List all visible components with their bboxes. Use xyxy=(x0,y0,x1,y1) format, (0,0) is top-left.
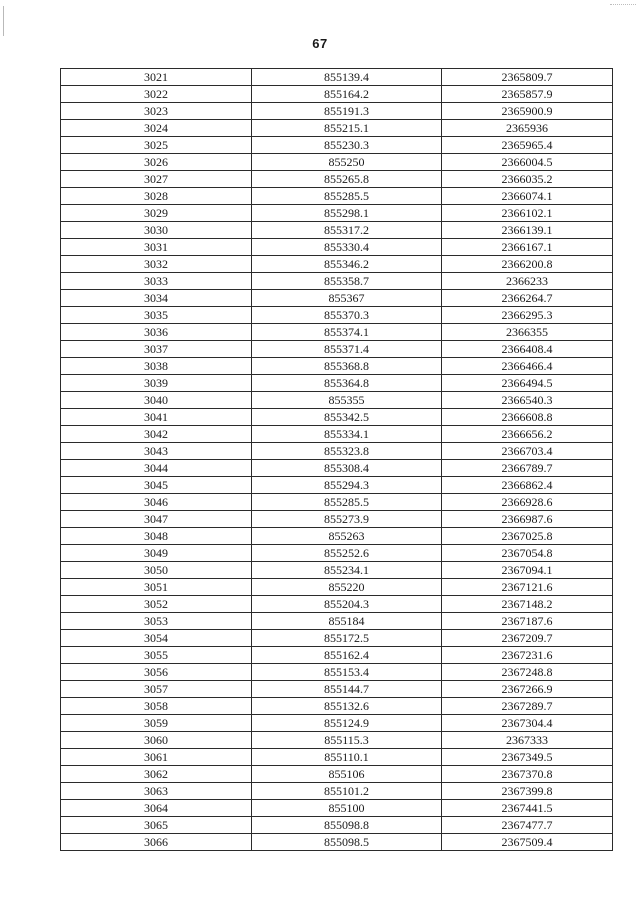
scan-corner-mark xyxy=(610,4,636,6)
table-row xyxy=(61,120,613,137)
table-row xyxy=(61,324,613,341)
y-coordinate-cell: 2366295.3 xyxy=(442,307,613,324)
y-coordinate-cell: 2366494.5 xyxy=(442,375,613,392)
table-row xyxy=(61,477,613,494)
x-coordinate-cell: 855317.2 xyxy=(252,222,442,239)
x-coordinate-cell: 855358.7 xyxy=(252,273,442,290)
table-row xyxy=(61,664,613,681)
point-number-cell: 3021 xyxy=(61,69,252,86)
x-coordinate-cell: 855285.5 xyxy=(252,494,442,511)
x-coordinate-cell: 855263 xyxy=(252,528,442,545)
coordinates-table xyxy=(60,68,613,851)
y-coordinate-cell: 2367289.7 xyxy=(442,698,613,715)
x-coordinate-cell: 855308.4 xyxy=(252,460,442,477)
y-coordinate-cell: 2367477.7 xyxy=(442,817,613,834)
table-row xyxy=(61,630,613,647)
table-row xyxy=(61,205,613,222)
point-number-cell: 3039 xyxy=(61,375,252,392)
point-number-cell: 3049 xyxy=(61,545,252,562)
y-coordinate-cell: 2367209.7 xyxy=(442,630,613,647)
y-coordinate-cell: 2366987.6 xyxy=(442,511,613,528)
x-coordinate-cell: 855368.8 xyxy=(252,358,442,375)
x-coordinate-cell: 855191.3 xyxy=(252,103,442,120)
x-coordinate-cell: 855294.3 xyxy=(252,477,442,494)
y-coordinate-cell: 2367148.2 xyxy=(442,596,613,613)
y-coordinate-cell: 2366656.2 xyxy=(442,426,613,443)
y-coordinate-cell: 2366408.4 xyxy=(442,341,613,358)
table-row xyxy=(61,460,613,477)
table-row xyxy=(61,596,613,613)
point-number-cell: 3027 xyxy=(61,171,252,188)
scan-edge-mark xyxy=(3,6,4,36)
table-row xyxy=(61,222,613,239)
x-coordinate-cell: 855371.4 xyxy=(252,341,442,358)
table-row xyxy=(61,494,613,511)
table-row xyxy=(61,69,613,86)
coordinates-table-body xyxy=(61,69,613,851)
point-number-cell: 3037 xyxy=(61,341,252,358)
y-coordinate-cell: 2367399.8 xyxy=(442,783,613,800)
x-coordinate-cell: 855250 xyxy=(252,154,442,171)
point-number-cell: 3050 xyxy=(61,562,252,579)
point-number-cell: 3043 xyxy=(61,443,252,460)
y-coordinate-cell: 2367333 xyxy=(442,732,613,749)
y-coordinate-cell: 2367304.4 xyxy=(442,715,613,732)
x-coordinate-cell: 855153.4 xyxy=(252,664,442,681)
x-coordinate-cell: 855265.8 xyxy=(252,171,442,188)
x-coordinate-cell: 855184 xyxy=(252,613,442,630)
y-coordinate-cell: 2366703.4 xyxy=(442,443,613,460)
y-coordinate-cell: 2367054.8 xyxy=(442,545,613,562)
x-coordinate-cell: 855220 xyxy=(252,579,442,596)
y-coordinate-cell: 2367025.8 xyxy=(442,528,613,545)
y-coordinate-cell: 2365965.4 xyxy=(442,137,613,154)
point-number-cell: 3036 xyxy=(61,324,252,341)
y-coordinate-cell: 2365900.9 xyxy=(442,103,613,120)
point-number-cell: 3055 xyxy=(61,647,252,664)
table-row xyxy=(61,613,613,630)
point-number-cell: 3038 xyxy=(61,358,252,375)
table-row xyxy=(61,647,613,664)
point-number-cell: 3066 xyxy=(61,834,252,851)
point-number-cell: 3060 xyxy=(61,732,252,749)
table-row xyxy=(61,375,613,392)
point-number-cell: 3022 xyxy=(61,86,252,103)
x-coordinate-cell: 855132.6 xyxy=(252,698,442,715)
y-coordinate-cell: 2367441.5 xyxy=(442,800,613,817)
x-coordinate-cell: 855101.2 xyxy=(252,783,442,800)
table-row xyxy=(61,239,613,256)
table-row xyxy=(61,579,613,596)
y-coordinate-cell: 2366540.3 xyxy=(442,392,613,409)
x-coordinate-cell: 855346.2 xyxy=(252,256,442,273)
table-row xyxy=(61,392,613,409)
y-coordinate-cell: 2366233 xyxy=(442,273,613,290)
table-row xyxy=(61,307,613,324)
point-number-cell: 3061 xyxy=(61,749,252,766)
y-coordinate-cell: 2367187.6 xyxy=(442,613,613,630)
y-coordinate-cell: 2366862.4 xyxy=(442,477,613,494)
point-number-cell: 3058 xyxy=(61,698,252,715)
point-number-cell: 3040 xyxy=(61,392,252,409)
table-row xyxy=(61,817,613,834)
x-coordinate-cell: 855172.5 xyxy=(252,630,442,647)
point-number-cell: 3056 xyxy=(61,664,252,681)
point-number-cell: 3051 xyxy=(61,579,252,596)
y-coordinate-cell: 2367231.6 xyxy=(442,647,613,664)
x-coordinate-cell: 855106 xyxy=(252,766,442,783)
x-coordinate-cell: 855374.1 xyxy=(252,324,442,341)
table-row xyxy=(61,800,613,817)
y-coordinate-cell: 2365857.9 xyxy=(442,86,613,103)
x-coordinate-cell: 855367 xyxy=(252,290,442,307)
y-coordinate-cell: 2366608.8 xyxy=(442,409,613,426)
point-number-cell: 3041 xyxy=(61,409,252,426)
point-number-cell: 3053 xyxy=(61,613,252,630)
x-coordinate-cell: 855234.1 xyxy=(252,562,442,579)
x-coordinate-cell: 855323.8 xyxy=(252,443,442,460)
x-coordinate-cell: 855098.5 xyxy=(252,834,442,851)
table-row xyxy=(61,698,613,715)
x-coordinate-cell: 855342.5 xyxy=(252,409,442,426)
y-coordinate-cell: 2365809.7 xyxy=(442,69,613,86)
page-number: 67 xyxy=(312,36,328,51)
table-row xyxy=(61,426,613,443)
point-number-cell: 3045 xyxy=(61,477,252,494)
point-number-cell: 3059 xyxy=(61,715,252,732)
table-row xyxy=(61,103,613,120)
table-row xyxy=(61,137,613,154)
y-coordinate-cell: 2367121.6 xyxy=(442,579,613,596)
point-number-cell: 3029 xyxy=(61,205,252,222)
y-coordinate-cell: 2366035.2 xyxy=(442,171,613,188)
table-row xyxy=(61,188,613,205)
table-row xyxy=(61,749,613,766)
point-number-cell: 3035 xyxy=(61,307,252,324)
y-coordinate-cell: 2366167.1 xyxy=(442,239,613,256)
x-coordinate-cell: 855355 xyxy=(252,392,442,409)
point-number-cell: 3026 xyxy=(61,154,252,171)
table-row xyxy=(61,86,613,103)
x-coordinate-cell: 855252.6 xyxy=(252,545,442,562)
x-coordinate-cell: 855139.4 xyxy=(252,69,442,86)
table-row xyxy=(61,171,613,188)
x-coordinate-cell: 855115.3 xyxy=(252,732,442,749)
x-coordinate-cell: 855334.1 xyxy=(252,426,442,443)
table-row xyxy=(61,783,613,800)
x-coordinate-cell: 855230.3 xyxy=(252,137,442,154)
point-number-cell: 3033 xyxy=(61,273,252,290)
point-number-cell: 3024 xyxy=(61,120,252,137)
x-coordinate-cell: 855370.3 xyxy=(252,307,442,324)
table-row xyxy=(61,290,613,307)
y-coordinate-cell: 2366102.1 xyxy=(442,205,613,222)
y-coordinate-cell: 2366355 xyxy=(442,324,613,341)
y-coordinate-cell: 2367349.5 xyxy=(442,749,613,766)
table-row xyxy=(61,341,613,358)
table-row xyxy=(61,511,613,528)
x-coordinate-cell: 855204.3 xyxy=(252,596,442,613)
table-row xyxy=(61,528,613,545)
point-number-cell: 3046 xyxy=(61,494,252,511)
table-row xyxy=(61,545,613,562)
point-number-cell: 3028 xyxy=(61,188,252,205)
table-row xyxy=(61,154,613,171)
y-coordinate-cell: 2366789.7 xyxy=(442,460,613,477)
x-coordinate-cell: 855298.1 xyxy=(252,205,442,222)
point-number-cell: 3063 xyxy=(61,783,252,800)
point-number-cell: 3031 xyxy=(61,239,252,256)
table-row xyxy=(61,358,613,375)
x-coordinate-cell: 855164.2 xyxy=(252,86,442,103)
table-row xyxy=(61,715,613,732)
y-coordinate-cell: 2365936 xyxy=(442,120,613,137)
y-coordinate-cell: 2366466.4 xyxy=(442,358,613,375)
point-number-cell: 3047 xyxy=(61,511,252,528)
table-row xyxy=(61,409,613,426)
table-row xyxy=(61,443,613,460)
point-number-cell: 3048 xyxy=(61,528,252,545)
x-coordinate-cell: 855330.4 xyxy=(252,239,442,256)
point-number-cell: 3054 xyxy=(61,630,252,647)
x-coordinate-cell: 855098.8 xyxy=(252,817,442,834)
table-row xyxy=(61,562,613,579)
y-coordinate-cell: 2366928.6 xyxy=(442,494,613,511)
point-number-cell: 3032 xyxy=(61,256,252,273)
y-coordinate-cell: 2367509.4 xyxy=(442,834,613,851)
table-row xyxy=(61,256,613,273)
x-coordinate-cell: 855110.1 xyxy=(252,749,442,766)
point-number-cell: 3064 xyxy=(61,800,252,817)
x-coordinate-cell: 855144.7 xyxy=(252,681,442,698)
point-number-cell: 3052 xyxy=(61,596,252,613)
table-row xyxy=(61,732,613,749)
point-number-cell: 3062 xyxy=(61,766,252,783)
point-number-cell: 3042 xyxy=(61,426,252,443)
x-coordinate-cell: 855124.9 xyxy=(252,715,442,732)
y-coordinate-cell: 2366264.7 xyxy=(442,290,613,307)
point-number-cell: 3057 xyxy=(61,681,252,698)
point-number-cell: 3030 xyxy=(61,222,252,239)
x-coordinate-cell: 855273.9 xyxy=(252,511,442,528)
x-coordinate-cell: 855364.8 xyxy=(252,375,442,392)
y-coordinate-cell: 2366139.1 xyxy=(442,222,613,239)
y-coordinate-cell: 2367248.8 xyxy=(442,664,613,681)
point-number-cell: 3023 xyxy=(61,103,252,120)
y-coordinate-cell: 2367094.1 xyxy=(442,562,613,579)
x-coordinate-cell: 855285.5 xyxy=(252,188,442,205)
point-number-cell: 3065 xyxy=(61,817,252,834)
y-coordinate-cell: 2367370.8 xyxy=(442,766,613,783)
x-coordinate-cell: 855162.4 xyxy=(252,647,442,664)
table-row xyxy=(61,834,613,851)
y-coordinate-cell: 2367266.9 xyxy=(442,681,613,698)
table-row xyxy=(61,681,613,698)
y-coordinate-cell: 2366200.8 xyxy=(442,256,613,273)
x-coordinate-cell: 855215.1 xyxy=(252,120,442,137)
point-number-cell: 3034 xyxy=(61,290,252,307)
table-row xyxy=(61,273,613,290)
y-coordinate-cell: 2366074.1 xyxy=(442,188,613,205)
table-row xyxy=(61,766,613,783)
point-number-cell: 3025 xyxy=(61,137,252,154)
point-number-cell: 3044 xyxy=(61,460,252,477)
x-coordinate-cell: 855100 xyxy=(252,800,442,817)
y-coordinate-cell: 2366004.5 xyxy=(442,154,613,171)
